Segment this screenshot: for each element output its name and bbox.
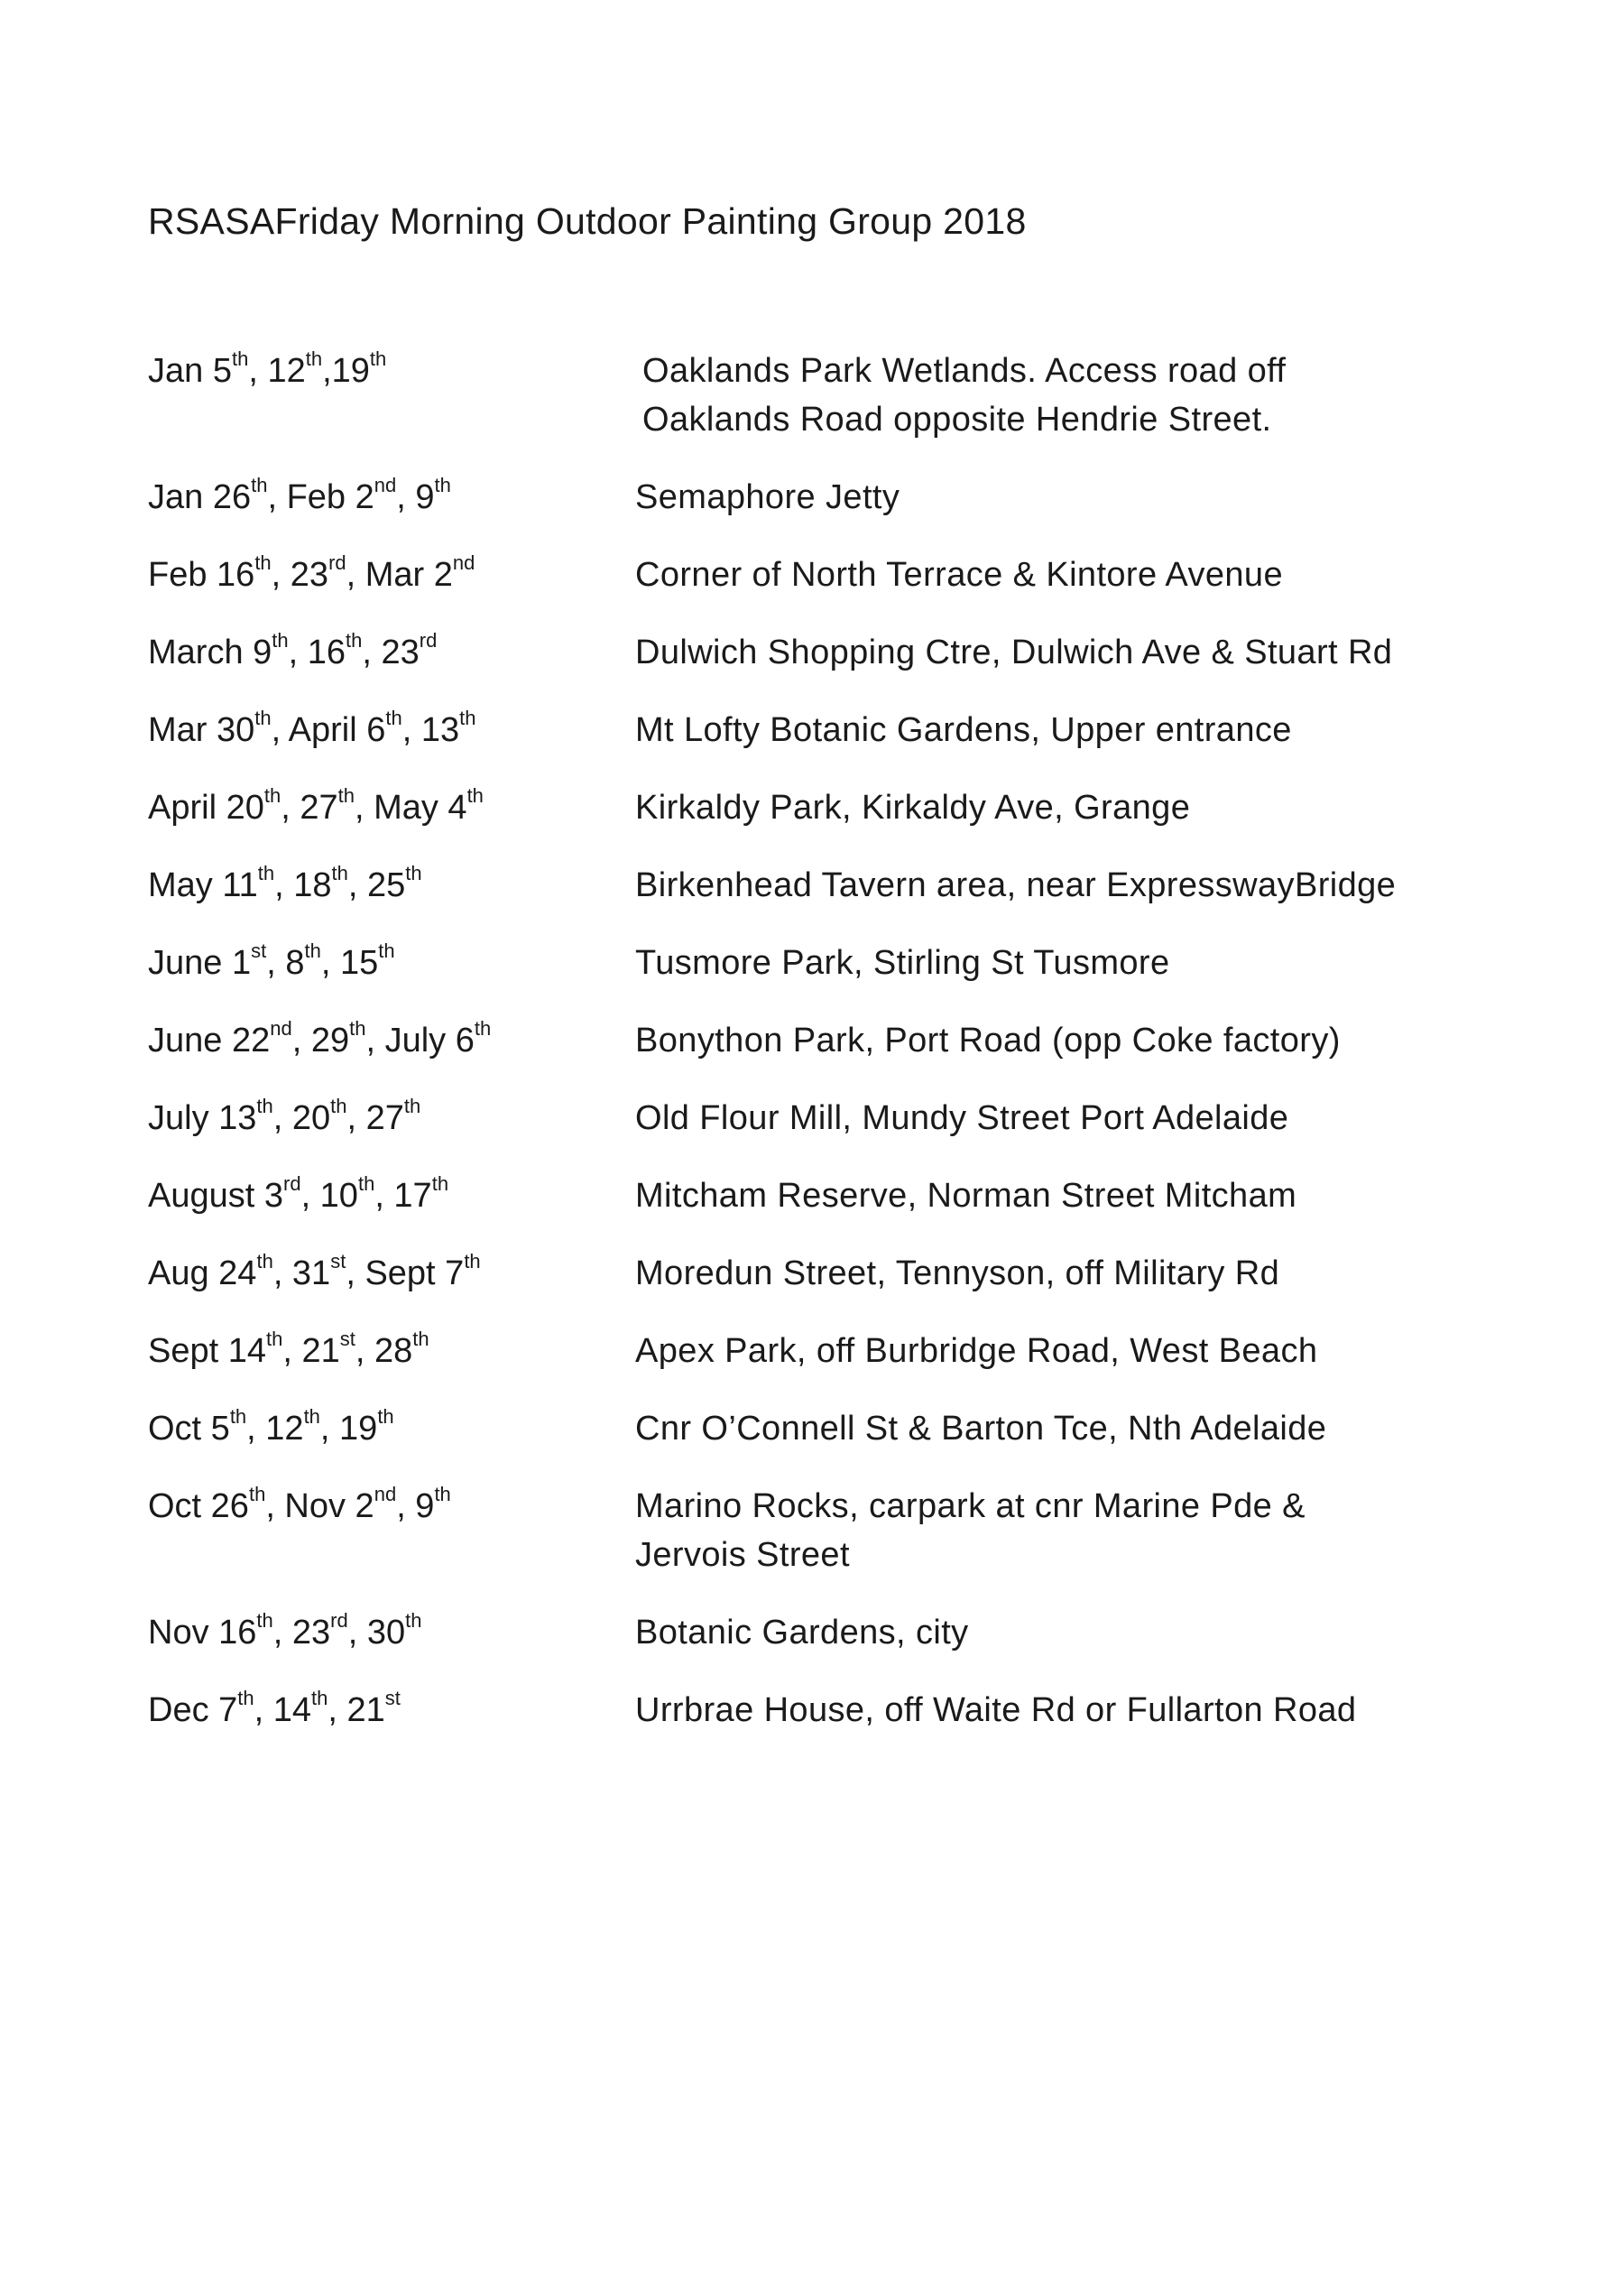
- date-ordinal-suffix: st: [384, 1687, 401, 1710]
- date-ordinal-suffix: th: [378, 939, 395, 963]
- date-text: Sept 14: [148, 1332, 266, 1370]
- date-text: , 9: [396, 478, 435, 516]
- date-text: Mar 30: [148, 711, 255, 749]
- date-text: , 12: [248, 352, 306, 390]
- date-text: Dec 7: [148, 1691, 238, 1729]
- date-ordinal-suffix: nd: [270, 1017, 292, 1041]
- date-ordinal-suffix: nd: [374, 1483, 397, 1506]
- date-ordinal-suffix: st: [251, 939, 267, 963]
- schedule-row: [148, 706, 1483, 754]
- date-ordinal-suffix: th: [231, 347, 249, 371]
- date-ordinal-suffix: th: [303, 1405, 320, 1429]
- date-text: May 11: [148, 866, 258, 904]
- schedule-location: [635, 783, 1483, 832]
- date-text: , Feb 2: [267, 478, 374, 516]
- location-line: Corner of North Terrace & Kintore Avenue: [635, 556, 1283, 594]
- schedule-location: [635, 347, 1483, 444]
- date-text: , 15: [320, 944, 379, 982]
- date-ordinal-suffix: nd: [374, 474, 397, 497]
- date-text: , 21: [282, 1332, 340, 1370]
- date-ordinal-suffix: th: [385, 707, 402, 730]
- location-line: Old Flour Mill, Mundy Street Port Adelaide: [635, 1099, 1289, 1137]
- schedule-row: [148, 939, 1483, 987]
- date-text: Feb 16: [148, 556, 255, 594]
- date-ordinal-suffix: th: [257, 862, 275, 885]
- date-text: Oct 5: [148, 1410, 230, 1448]
- date-ordinal-suffix: th: [254, 551, 272, 575]
- location-line: Mitcham Reserve, Norman Street Mitcham: [635, 1177, 1297, 1215]
- date-ordinal-suffix: th: [357, 1172, 375, 1196]
- date-ordinal-suffix: th: [256, 1095, 273, 1118]
- date-text: March 9: [148, 634, 272, 671]
- date-ordinal-suffix: th: [434, 474, 451, 497]
- schedule-dates: [148, 706, 635, 754]
- date-text: , 17: [374, 1177, 432, 1215]
- location-line: Tusmore Park, Stirling St Tusmore: [635, 944, 1170, 982]
- document-title: RSASAFriday Morning Outdoor Painting Group 2018: [148, 200, 1027, 242]
- location-line: Kirkaldy Park, Kirkaldy Ave, Grange: [635, 789, 1191, 827]
- location-line: Semaphore Jetty: [635, 478, 900, 516]
- date-text: , 16: [288, 634, 346, 671]
- schedule-row: [148, 1327, 1483, 1375]
- date-ordinal-suffix: th: [272, 629, 289, 652]
- schedule-dates: [148, 347, 635, 395]
- date-ordinal-suffix: th: [304, 939, 321, 963]
- date-text: , 27: [281, 789, 338, 827]
- schedule-dates: [148, 628, 635, 677]
- date-text: , 29: [291, 1022, 350, 1060]
- date-text: , 31: [272, 1254, 331, 1292]
- date-text: , 28: [355, 1332, 413, 1370]
- schedule-row: [148, 1249, 1483, 1298]
- schedule-row: [148, 861, 1483, 910]
- schedule-dates: [148, 1327, 635, 1375]
- schedule-location: [635, 1171, 1483, 1220]
- schedule-dates: [148, 1608, 635, 1657]
- schedule-location: [635, 861, 1483, 910]
- location-line: Cnr O’Connell St & Barton Tce, Nth Adelaide: [635, 1410, 1327, 1448]
- schedule-location: [635, 1094, 1483, 1143]
- date-ordinal-suffix: th: [330, 1095, 347, 1118]
- date-text: April 20: [148, 789, 264, 827]
- schedule-row: [148, 1482, 1483, 1579]
- date-ordinal-suffix: th: [266, 1328, 283, 1351]
- date-ordinal-suffix: th: [251, 474, 268, 497]
- date-text: Nov 16: [148, 1614, 257, 1652]
- date-ordinal-suffix: rd: [283, 1172, 301, 1196]
- date-text: Jan 5: [148, 352, 232, 390]
- date-text: ,19: [322, 352, 370, 390]
- schedule-row: [148, 628, 1483, 677]
- date-ordinal-suffix: th: [237, 1687, 254, 1710]
- schedule-location: [635, 1016, 1483, 1065]
- location-line: Jervois Street: [635, 1536, 850, 1574]
- date-ordinal-suffix: th: [346, 629, 363, 652]
- schedule-dates: [148, 1404, 635, 1453]
- date-ordinal-suffix: th: [405, 1609, 422, 1633]
- schedule-row: [148, 1016, 1483, 1065]
- schedule-location: [635, 473, 1483, 522]
- location-line: Oaklands Road opposite Hendrie Street.: [642, 401, 1272, 439]
- date-text: June 1: [148, 944, 252, 982]
- date-text: July 13: [148, 1099, 257, 1137]
- date-text: Aug 24: [148, 1254, 257, 1292]
- schedule-location: [635, 628, 1483, 677]
- schedule-row: [148, 783, 1483, 832]
- date-ordinal-suffix: th: [405, 862, 422, 885]
- date-text: , 9: [396, 1487, 435, 1525]
- date-ordinal-suffix: th: [349, 1017, 366, 1041]
- date-text: , 20: [272, 1099, 331, 1137]
- date-text: , Sept 7: [346, 1254, 465, 1292]
- date-ordinal-suffix: rd: [328, 551, 346, 575]
- location-line: Urrbrae House, off Waite Rd or Fullarton Road: [635, 1691, 1357, 1729]
- date-text: August 3: [148, 1177, 283, 1215]
- date-ordinal-suffix: th: [337, 784, 355, 808]
- date-text: Oct 26: [148, 1487, 249, 1525]
- schedule-location: [635, 939, 1483, 987]
- date-ordinal-suffix: st: [339, 1328, 355, 1351]
- schedule-location: [635, 706, 1483, 754]
- location-line: Mt Lofty Botanic Gardens, Upper entrance: [635, 711, 1292, 749]
- date-ordinal-suffix: th: [464, 1250, 481, 1273]
- date-text: , 13: [401, 711, 460, 749]
- date-ordinal-suffix: th: [256, 1250, 273, 1273]
- schedule-row: [148, 347, 1483, 444]
- date-ordinal-suffix: th: [431, 1172, 449, 1196]
- schedule-location: [635, 1327, 1483, 1375]
- schedule-dates: [148, 1686, 635, 1735]
- date-text: Jan 26: [148, 478, 252, 516]
- schedule-location: [635, 1404, 1483, 1453]
- schedule-location: [635, 1686, 1483, 1735]
- schedule-row: [148, 1404, 1483, 1453]
- schedule-row: [148, 1686, 1483, 1735]
- schedule-location: [635, 1482, 1483, 1579]
- date-ordinal-suffix: th: [403, 1095, 421, 1118]
- schedule-row: [148, 473, 1483, 522]
- date-text: , 10: [300, 1177, 358, 1215]
- schedule-row: [148, 1171, 1483, 1220]
- date-ordinal-suffix: th: [474, 1017, 492, 1041]
- date-ordinal-suffix: th: [305, 347, 323, 371]
- schedule-row: [148, 1094, 1483, 1143]
- date-ordinal-suffix: th: [369, 347, 387, 371]
- date-ordinal-suffix: th: [377, 1405, 394, 1429]
- date-ordinal-suffix: st: [330, 1250, 346, 1273]
- location-line: Dulwich Shopping Ctre, Dulwich Ave & Stuart Rd: [635, 634, 1393, 671]
- schedule-dates: [148, 551, 635, 599]
- date-ordinal-suffix: th: [331, 862, 348, 885]
- date-text: , 30: [347, 1614, 406, 1652]
- schedule-dates: [148, 1482, 635, 1531]
- date-text: , 21: [328, 1691, 385, 1729]
- date-ordinal-suffix: rd: [330, 1609, 348, 1633]
- schedule-dates: [148, 939, 635, 987]
- date-text: , 14: [254, 1691, 312, 1729]
- date-ordinal-suffix: th: [466, 784, 484, 808]
- schedule-dates: [148, 861, 635, 910]
- schedule-dates: [148, 473, 635, 522]
- date-text: , July 6: [365, 1022, 475, 1060]
- location-line: Moredun Street, Tennyson, off Military Rd: [635, 1254, 1280, 1292]
- schedule-list: [148, 347, 1483, 1763]
- date-text: , Mar 2: [346, 556, 453, 594]
- schedule-location: [635, 1249, 1483, 1298]
- date-ordinal-suffix: th: [256, 1609, 273, 1633]
- location-line: Botanic Gardens, city: [635, 1614, 969, 1652]
- schedule-dates: [148, 1094, 635, 1143]
- date-text: , 18: [274, 866, 332, 904]
- schedule-row: [148, 1608, 1483, 1657]
- date-text: , May 4: [354, 789, 467, 827]
- date-ordinal-suffix: nd: [452, 551, 475, 575]
- schedule-location: [635, 551, 1483, 599]
- schedule-row: [148, 551, 1483, 599]
- location-line: Oaklands Park Wetlands. Access road off: [642, 352, 1287, 390]
- date-text: , 25: [347, 866, 406, 904]
- date-ordinal-suffix: th: [248, 1483, 266, 1506]
- date-text: June 22: [148, 1022, 271, 1060]
- date-text: , 12: [246, 1410, 304, 1448]
- date-ordinal-suffix: th: [254, 707, 272, 730]
- date-text: , 19: [319, 1410, 378, 1448]
- date-ordinal-suffix: rd: [419, 629, 438, 652]
- schedule-dates: [148, 1249, 635, 1298]
- date-ordinal-suffix: th: [263, 784, 281, 808]
- date-ordinal-suffix: th: [311, 1687, 328, 1710]
- schedule-dates: [148, 1171, 635, 1220]
- date-text: , Nov 2: [265, 1487, 374, 1525]
- schedule-dates: [148, 783, 635, 832]
- date-text: , 23: [271, 556, 329, 594]
- date-text: , 23: [362, 634, 420, 671]
- location-line: Apex Park, off Burbridge Road, West Beach: [635, 1332, 1318, 1370]
- location-line: Marino Rocks, carpark at cnr Marine Pde &: [635, 1487, 1306, 1525]
- date-ordinal-suffix: th: [412, 1328, 429, 1351]
- date-text: , 8: [266, 944, 305, 982]
- date-text: , April 6: [271, 711, 386, 749]
- date-ordinal-suffix: th: [229, 1405, 247, 1429]
- location-line: Birkenhead Tavern area, near ExpresswayBridge: [635, 866, 1397, 904]
- date-ordinal-suffix: th: [434, 1483, 451, 1506]
- date-text: , 27: [346, 1099, 404, 1137]
- date-ordinal-suffix: th: [459, 707, 476, 730]
- schedule-location: [635, 1608, 1483, 1657]
- date-text: , 23: [272, 1614, 331, 1652]
- location-line: Bonython Park, Port Road (opp Coke factory): [635, 1022, 1341, 1060]
- schedule-dates: [148, 1016, 635, 1065]
